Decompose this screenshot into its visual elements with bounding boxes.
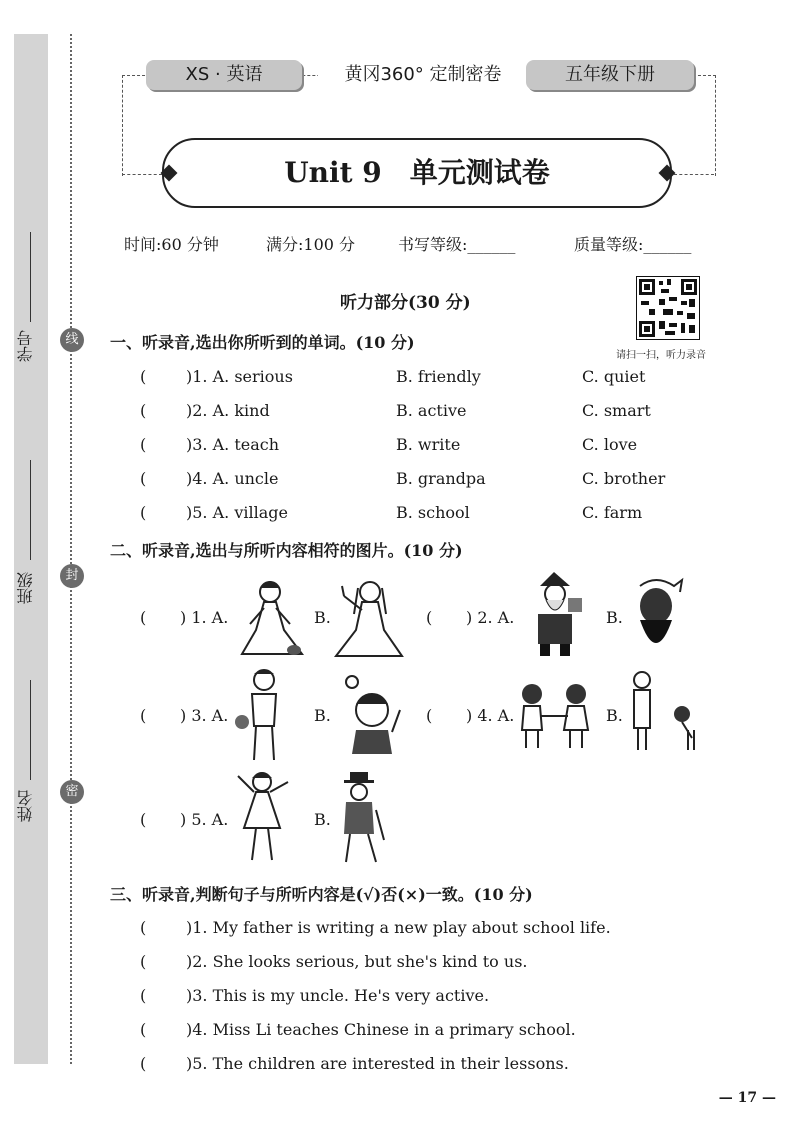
option-b: B. grandpa: [396, 469, 486, 488]
secret-mark: 密: [60, 780, 84, 804]
answer-paren[interactable]: (: [140, 706, 147, 725]
header-frame-right-foot: [674, 174, 714, 175]
subject-pill: XS · 英语: [146, 60, 302, 90]
sentence: )3. This is my uncle. He's very active.: [186, 986, 490, 1005]
option-b: B. write: [396, 435, 461, 454]
seal-mark: 封: [60, 564, 84, 588]
answer-paren[interactable]: (: [140, 918, 147, 937]
pic-item-label: ) 1. A.: [180, 608, 229, 627]
answer-paren[interactable]: (: [140, 952, 147, 971]
qr-code[interactable]: [636, 276, 700, 340]
q2-heading: 二、听录音,选出与所听内容相符的图片。(10 分): [110, 541, 463, 560]
option-a: )1. A. serious: [186, 367, 293, 386]
option-c: C. smart: [582, 401, 651, 420]
girl-long-hair-picture: [332, 574, 404, 660]
option-b-label: B.: [606, 706, 623, 725]
answer-paren[interactable]: (: [140, 435, 147, 454]
sentence: )4. Miss Li teaches Chinese in a primary school.: [186, 1020, 576, 1039]
cut-line: [70, 34, 72, 1064]
option-b-label: B.: [606, 608, 623, 627]
option-b: B. school: [396, 503, 470, 522]
answer-paren[interactable]: (: [140, 401, 147, 420]
class-label: 班级: [16, 572, 35, 604]
student-id-line: [30, 232, 31, 322]
student-id-label: 学号: [16, 330, 35, 362]
children-shaking-hands-picture: [514, 680, 596, 750]
pic-item-label: ) 3. A.: [180, 706, 229, 725]
sentence: )5. The children are interested in their lessons.: [186, 1054, 569, 1073]
answer-paren[interactable]: (: [426, 608, 433, 627]
answer-paren[interactable]: (: [140, 1020, 147, 1039]
boy-idea-picture: [340, 670, 406, 756]
answer-paren[interactable]: (: [140, 469, 147, 488]
option-b: B. active: [396, 401, 467, 420]
dancing-girl-picture: [232, 768, 294, 864]
full-score-info: 满分:100 分: [266, 235, 356, 254]
answer-paren[interactable]: (: [140, 367, 147, 386]
option-b: B. friendly: [396, 367, 481, 386]
sentence: )2. She looks serious, but she's kind to us.: [186, 952, 528, 971]
header-frame-left-foot: [122, 174, 162, 175]
listening-section-title: 听力部分(30 分): [340, 293, 471, 313]
gentleman-hat-picture: [332, 770, 388, 866]
answer-paren[interactable]: (: [426, 706, 433, 725]
class-line: [30, 460, 31, 560]
answer-paren[interactable]: (: [140, 1054, 147, 1073]
page-title: Unit 9 单元测试卷: [162, 138, 672, 208]
pic-item-label: ) 2. A.: [466, 608, 515, 627]
answer-paren[interactable]: (: [140, 608, 147, 627]
binding-strip: [14, 34, 48, 1064]
sporty-boy-picture: [232, 666, 292, 762]
option-b-label: B.: [314, 810, 331, 829]
writing-grade: 书写等级:______: [398, 235, 516, 254]
option-b-label: B.: [314, 706, 331, 725]
answer-paren[interactable]: (: [140, 986, 147, 1005]
series-name: 黄冈360° 定制密卷: [318, 60, 528, 90]
qr-caption: 请扫一扫，听力录音: [616, 350, 706, 361]
option-a: )4. A. uncle: [186, 469, 279, 488]
name-line: [30, 680, 31, 780]
option-c: C. love: [582, 435, 638, 454]
option-a: )5. A. village: [186, 503, 288, 522]
time-info: 时间:60 分钟: [124, 235, 219, 254]
q1-heading: 一、听录音,选出你所听到的单词。(10 分): [110, 333, 415, 352]
quality-grade: 质量等级:______: [574, 235, 692, 254]
grade-pill: 五年级下册: [526, 60, 694, 90]
option-c: C. quiet: [582, 367, 646, 386]
santa-picture: [524, 570, 588, 660]
pic-item-label: ) 5. A.: [180, 810, 229, 829]
option-c: C. brother: [582, 469, 666, 488]
sentence: )1. My father is writing a new play about school life.: [186, 918, 611, 937]
option-a: )2. A. kind: [186, 401, 270, 420]
option-b-label: B.: [314, 608, 331, 627]
option-a: )3. A. teach: [186, 435, 280, 454]
name-label: 姓名: [16, 790, 35, 822]
opera-mask-picture: [626, 576, 688, 658]
answer-paren[interactable]: (: [140, 503, 147, 522]
option-c: C. farm: [582, 503, 643, 522]
line-mark: 线: [60, 328, 84, 352]
page-number: — 17 —: [718, 1090, 776, 1106]
bowing-boy-picture: [628, 668, 708, 754]
girl-kneeling-picture: [236, 574, 306, 660]
answer-paren[interactable]: (: [140, 810, 147, 829]
q3-heading: 三、听录音,判断句子与所听内容是(√)否(×)一致。(10 分): [110, 885, 533, 904]
pic-item-label: ) 4. A.: [466, 706, 515, 725]
